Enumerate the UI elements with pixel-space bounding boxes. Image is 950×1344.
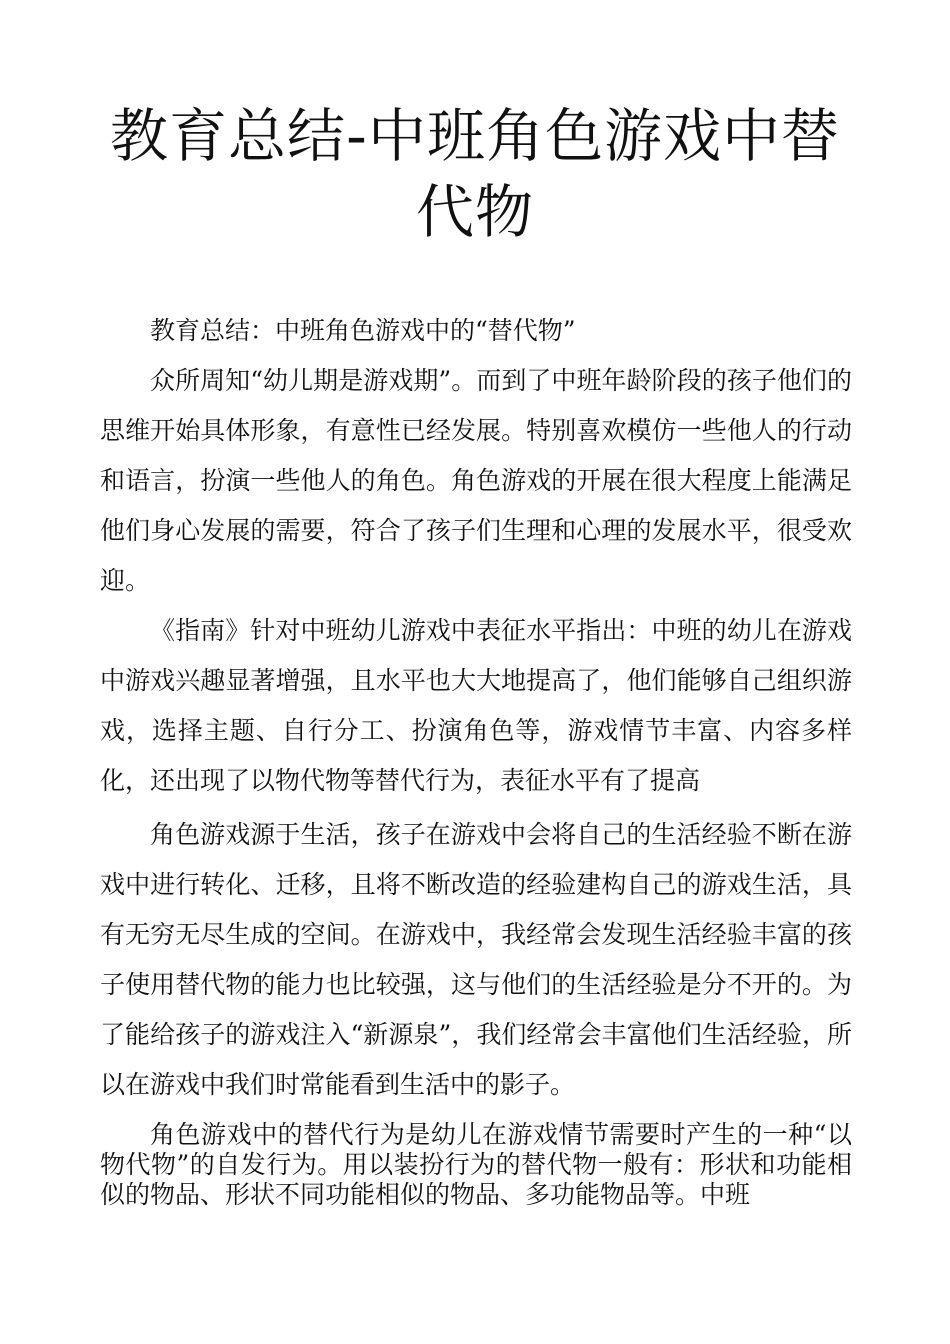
- paragraph-intro: 众所周知“幼儿期是游戏期”。而到了中班年龄阶段的孩子他们的思维开始具体形象，有意性已经发展。特别喜欢模仿一些他人的行动和语言，扮演一些他人的角色。角色游戏的开展在很大程度上能满足他们身心发展的需要，符合了孩子们生理和心理的发展水平，很受欢迎。: [100, 366, 852, 595]
- paragraph-substitution: 角色游戏中的替代行为是幼儿在游戏情节需要时产生的一种“以物代物”的自发行为。用以装扮行为的替代物一般有：形状和功能相似的物品、形状不同功能相似的物品、多功能物品等。中班: [100, 1120, 852, 1209]
- document-body: [100, 306, 852, 1210]
- paragraph-life-experience: 角色游戏源于生活，孩子在游戏中会将自己的生活经验不断在游戏中进行转化、迁移，且将不断改造的经验建构自己的游戏生活，具有无穷无尽生成的空间。在游戏中，我经常会发现生活经验丰富的孩子使用替代物的能力也比较强，这与他们的生活经验是分不开的。为了能给孩子的游戏注入“新源泉”，我们经常会丰富他们生活经验，所以在游戏中我们时常能看到生活中的影子。: [100, 820, 852, 1099]
- paragraph-guideline: 《指南》针对中班幼儿游戏中表征水平指出：中班的幼儿在游戏中游戏兴趣显著增强，且水平也大大地提高了，他们能够自己组织游戏，选择主题、自行分工、扮演角色等，游戏情节丰富、内容多样化，还出现了以物代物等替代行为，表征水平有了提高: [100, 616, 852, 795]
- paragraph-subtitle: 教育总结：中班角色游戏中的“替代物”: [150, 316, 576, 345]
- document-title: 教育总结-中班角色游戏中替代物: [110, 102, 840, 246]
